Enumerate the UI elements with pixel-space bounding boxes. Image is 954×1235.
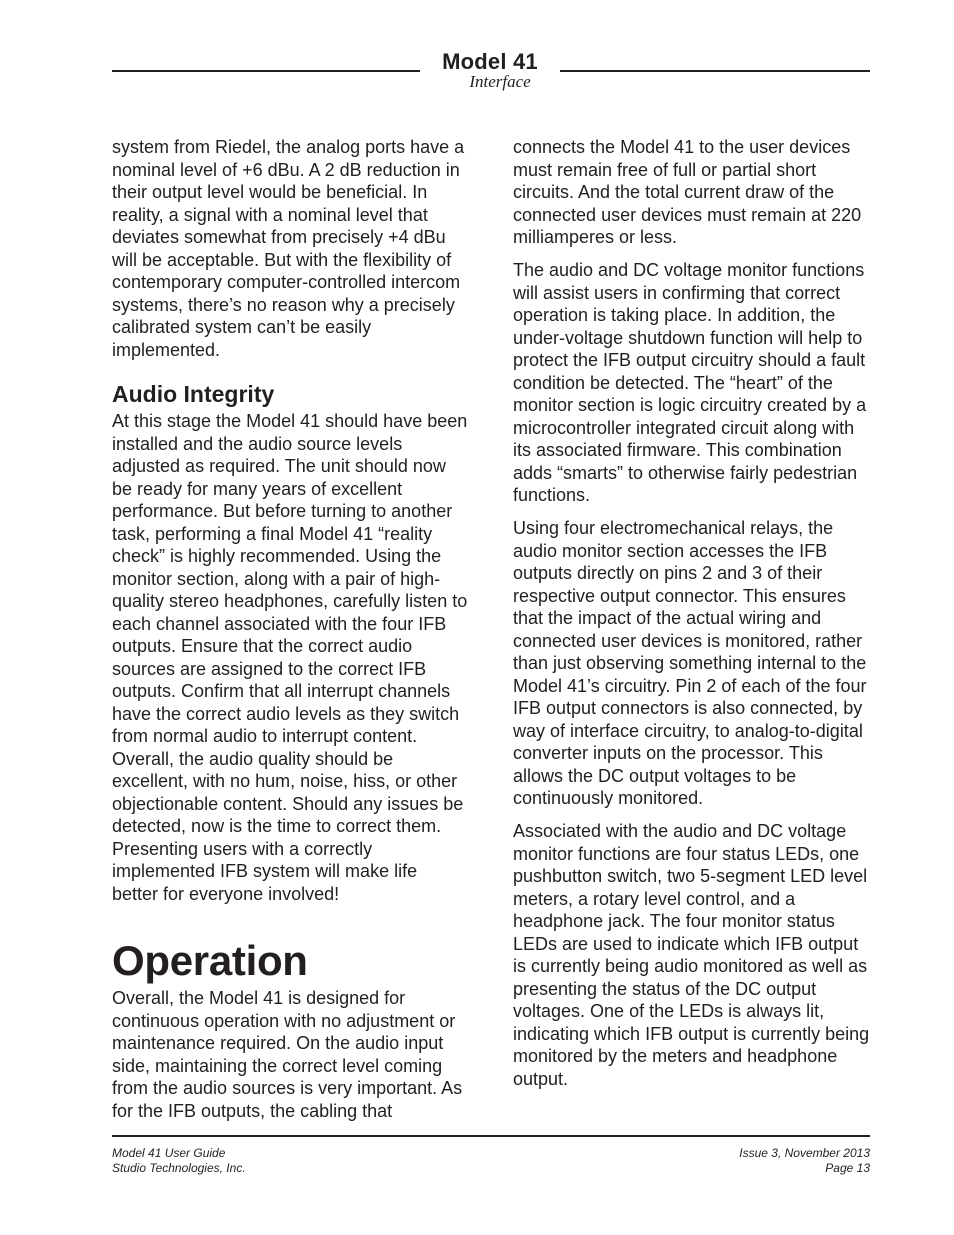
right-column <box>513 136 873 1101</box>
body-paragraph: connects the Model 41 to the user devices must remain free of full or partial short circuits. And the total current draw of the connected user devices must remain at 220 milliamperes or less. <box>513 137 862 247</box>
footer-issue: Issue 3, November 2013 <box>739 1146 870 1160</box>
section-heading-operation: Operation <box>112 937 308 984</box>
header-rule-left <box>112 70 420 72</box>
footer-rule <box>112 1135 870 1137</box>
body-paragraph: system from Riedel, the analog ports have a nominal level of +6 dBu. A 2 dB reduction in their output level would be beneficial. In reality, a signal with a nominal level that deviates somewhat from precisely +4 dBu will be acceptable. But with the flexibility of contemporary computer-controlled intercom systems, there’s no reason why a precisely calibrated system can’t be easily implemented. <box>112 137 465 360</box>
left-column <box>112 136 468 1122</box>
body-paragraph: Using four electromechanical relays, the audio monitor section accesses the IFB outputs directly on pins 2 and 3 of their respective output connector. This ensures that the impact of the actual wiring and connected user devices is monitored, rather than just observing something internal to the Model 41’s circuitry. Pin 2 of each of the four IFB output connectors is also connected, by way of interface circuitry, to analog-to-digital converter inputs on the processor. This allows the DC output voltages to be continuously monitored. <box>513 518 867 808</box>
footer-page-number: Page 13 <box>825 1161 870 1175</box>
product-logo <box>424 50 556 90</box>
logo-subtitle: Interface <box>469 72 531 91</box>
footer-left <box>112 1146 246 1176</box>
footer-guide-title: Model 41 User Guide <box>112 1146 226 1160</box>
footer-company: Studio Technologies, Inc. <box>112 1161 246 1175</box>
logo-title: Model 41 <box>442 49 538 74</box>
footer-right <box>739 1146 870 1176</box>
body-paragraph: At this stage the Model 41 should have been installed and the audio source levels adjusted as required. The unit should now be ready for many years of excellent performance. But before turning to another task, performing a final Model 41 “reality check” is highly recommended. Using the monitor section, along with a pair of high-quality stereo headphones, carefully listen to each channel associated with the four IFB outputs. Ensure that the correct audio sources are assigned to the correct IFB outputs. Confirm that all interrupt channels have the correct audio levels as they switch from normal audio to interrupt content. Overall, the audio quality should be excellent, with no hum, noise, hiss, or other objectionable content. Should any issues be detected, now is the time to correct them. Presenting users with a correctly implemented IFB system will make life better for everyone involved! <box>112 411 468 904</box>
body-paragraph: The audio and DC voltage monitor functions will assist users in confirming that correct operation is taking place. In addition, the under-voltage shutdown function will help to protect the IFB output circuitry should a fault condition be detected. The “heart” of the monitor section is logic circuitry created by a microcontroller integrated circuit along with its associated firmware. This combination adds “smarts” to otherwise fairly pedestrian functions. <box>513 260 867 505</box>
header-rule-right <box>560 70 870 72</box>
body-paragraph: Associated with the audio and DC voltage monitor functions are four status LEDs, one pushbutton switch, two 5-segment LED level meters, a rotary level control, and a headphone jack. The four monitor status LEDs are used to indicate which IFB output is currently being audio monitored as well as presenting the status of the DC output voltages. One of the LEDs is always lit, indicating which IFB output is currently being monitored by the meters and headphone output. <box>513 821 870 1089</box>
body-paragraph: Overall, the Model 41 is designed for continuous operation with no adjustment or maintenance required. On the audio input side, maintaining the correct level coming from the audio sources is very important. As for the IFB outputs, the cabling that <box>112 988 463 1121</box>
section-heading-audio-integrity: Audio Integrity <box>112 381 275 407</box>
